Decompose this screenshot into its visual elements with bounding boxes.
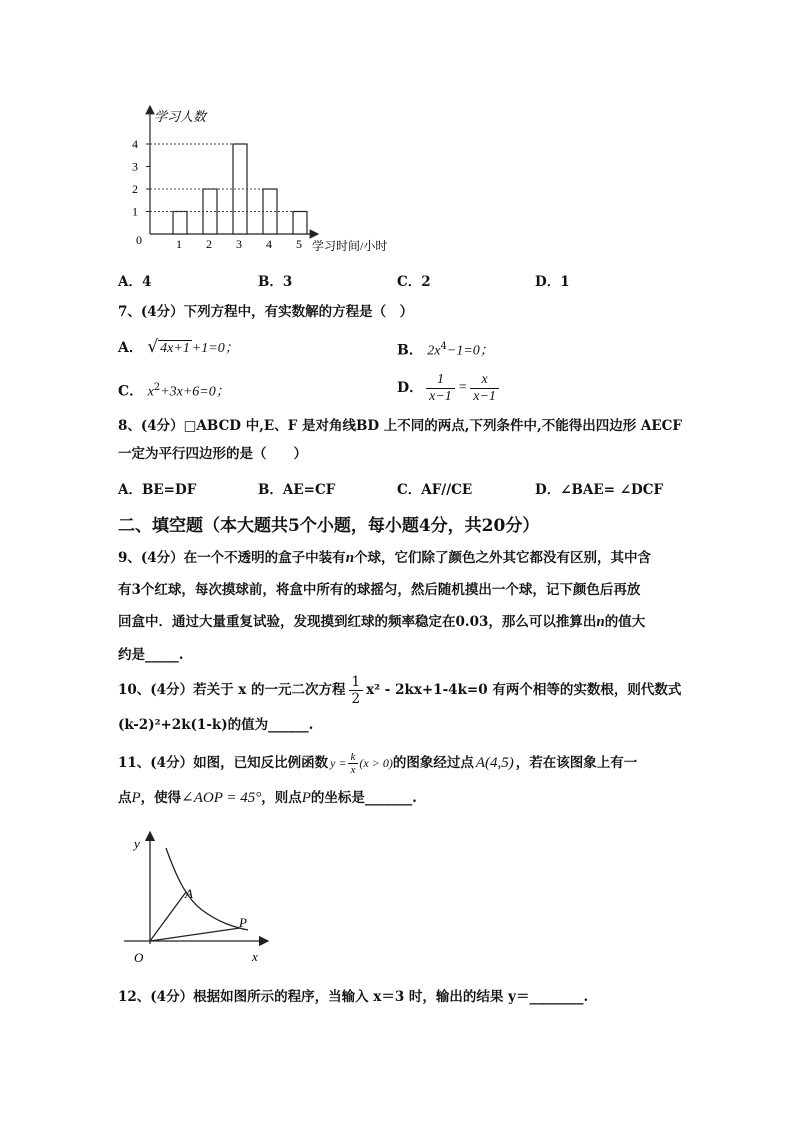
inverse-function-figure [118, 826, 278, 971]
q9-line3: 回盒中．通过大量重复试验，发现摸到红球的频率稳定在0.03，那么可以推算出n的值大 [118, 614, 646, 630]
q8-line2: 一定为平行四边形的是（ ） [118, 446, 307, 462]
origin-label: 0 [136, 233, 142, 247]
label-y: y [134, 836, 140, 851]
x-axis-title: 学习时间/小时 [312, 239, 388, 253]
q8-option-c: C．AF//CE [397, 482, 473, 498]
bar [173, 212, 187, 235]
q11-line1: 11、(4分）如图，已知反比例函数 y = $\frac{k}{x}$ (x > 0) 的图象经过点 A(4,5) ，若在该图象上有一 [118, 750, 638, 776]
label-p: P [239, 915, 247, 930]
y-tick-label: 4 [132, 137, 138, 151]
q8-line1: 8、(4分）□ABCD 中,E、F 是对角线BD 上不同的两点,下列条件中,不能得出四边形 AECF [118, 418, 682, 434]
q8-option-d: D．∠BAE= ∠DCF [535, 482, 664, 498]
q9-line2: 有3个红球，每次摸球前，将盒中所有的球摇匀，然后随机摸出一个球，记下颜色后再放 [118, 582, 641, 598]
y-tick-label: 1 [132, 204, 138, 219]
q10-line1: 10、(4分）若关于 x 的一元二次方程 $\frac{1}{2}$ x² - 2kx+1-4k=0 有两个相等的实数根，则代数式 [118, 673, 682, 707]
q6-option-c: C．2 [397, 274, 431, 290]
x-tick-label: 5 [296, 237, 302, 251]
q6-option-b: B．3 [258, 274, 293, 290]
label-x: x [252, 949, 258, 964]
q12-line: 12、(4分）根据如图所示的程序，当输入 x＝3 时，输出的结果 y＝________. [118, 989, 589, 1005]
q9-line1: 9、(4分）在一个不透明的盒子中装有n个球，它们除了颜色之外其它都没有区别，其中含 [118, 550, 652, 566]
x-tick-label: 4 [266, 237, 272, 251]
y-axis-title: 学习人数 [154, 109, 207, 124]
q7-option-a: A． √ 4x+1 +1=0； [118, 337, 239, 357]
y-tick-label: 3 [132, 159, 138, 174]
section-heading-fill-in: 二、填空题（本大题共5个小题，每小题4分，共20分） [118, 516, 540, 536]
q6-option-d: D．1 [535, 274, 570, 290]
q7-option-b: B． $2x^4-1=0$； [397, 341, 494, 359]
q9-line4: 约是_____. [118, 647, 184, 663]
q7-option-d: D． $\frac{1}{x-1}$ = $\frac{x}{x-1}$ [397, 368, 502, 408]
q7-stem: 7、(4分）下列方程中，有实数解的方程是（ ） [118, 304, 414, 320]
bar-chart [120, 102, 410, 262]
q6-option-a: A．4 [118, 274, 152, 290]
x-tick-label: 3 [236, 237, 242, 251]
hyperbola-curve [166, 848, 248, 930]
q7-option-c: C． $x^2+3x+6=0$； [118, 382, 230, 400]
x-tick-label: 1 [176, 237, 182, 251]
q11-line2: 点P，使得∠AOP = 45°，则点P的坐标是_______. [118, 790, 417, 806]
segment-op [150, 928, 240, 941]
q10-line2: (k-2)²+2k(1-k)的值为______. [118, 717, 314, 733]
q8-option-b: B．AE=CF [258, 482, 336, 498]
q8-option-a: A．BE=DF [118, 482, 197, 498]
bar [293, 212, 307, 235]
y-tick-label: 2 [132, 182, 138, 196]
x-tick-label: 2 [206, 237, 212, 251]
label-o: O [134, 950, 144, 965]
label-a: A [185, 886, 193, 901]
segment-oa [150, 892, 186, 941]
